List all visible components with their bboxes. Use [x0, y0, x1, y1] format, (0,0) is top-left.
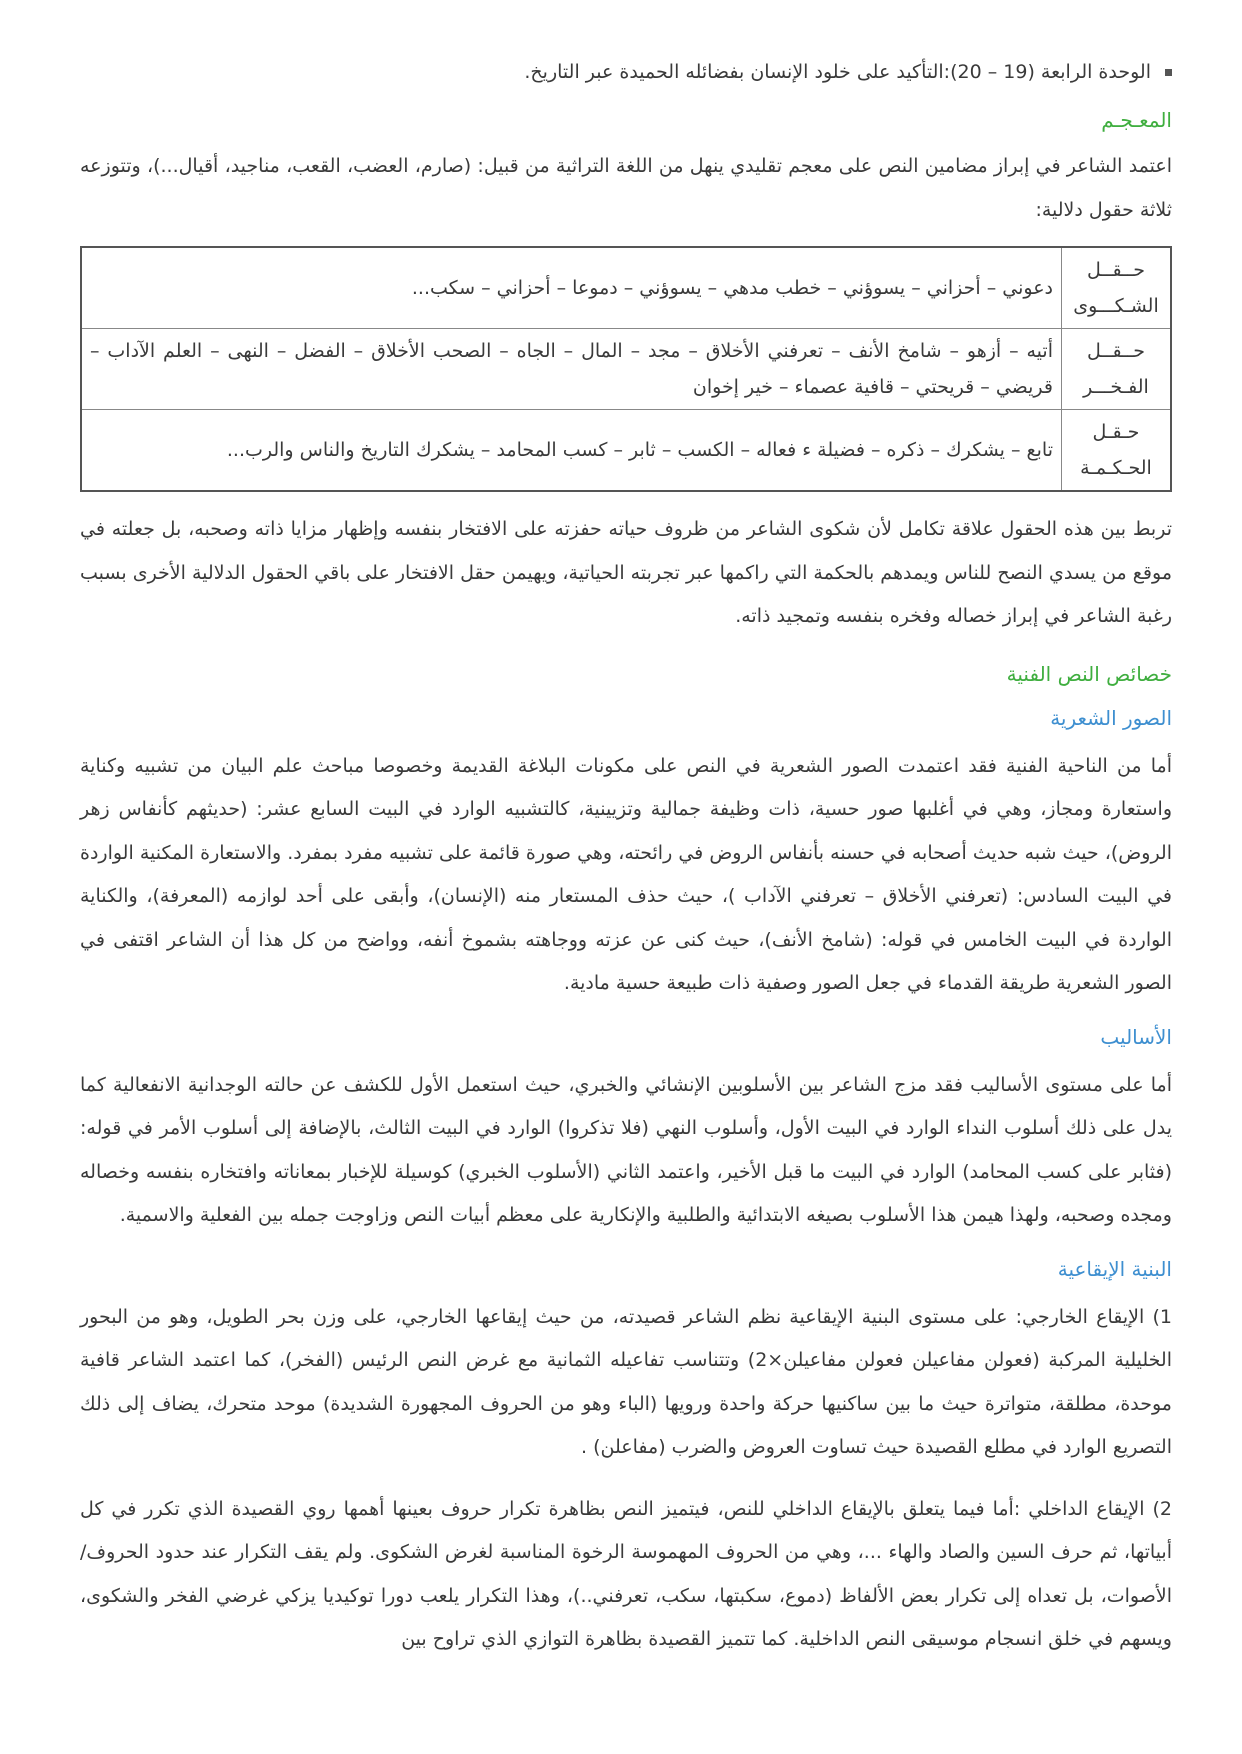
field-content: أتيه – أزهو – شامخ الأنف – تعرفني الأخلاق – مجد – المال – الجاه – الصحب الأخلاق – الفضل – النهى – العلم الآداب – قريضي – قريحتي – قافية عصماء – خير إخوان: [81, 329, 1062, 410]
lexicon-heading: المعـجـم: [1101, 108, 1172, 132]
unit-bullet: [80, 55, 1172, 89]
lexicon-intro: اعتمد الشاعر في إبراز مضامين النص على معجم تقليدي ينهل من اللغة التراثية من قبيل: (صارم، العضب، القعب، مناجيد، أقيال...)، وتتوزعه ثلاثة حقول دلالية:: [80, 155, 1172, 221]
unit-text: الوحدة الرابعة (19 – 20):التأكيد على خلود الإنسان بفضائله الحميدة عبر التاريخ.: [524, 61, 1151, 83]
table-row: [81, 410, 1171, 492]
content-column: [80, 55, 1172, 1662]
field-label: حــقــل الشـكـــوى: [1062, 247, 1172, 329]
fields-relation-paragraph: تربط بين هذه الحقول علاقة تكامل لأن شكوى الشاعر من ظروف حياته حفزته على الافتخار بنفسه وإظهار مزايا ذاته وصحبه، بل جعلته في موقع من يسدي النصح للناس ويمدهم بالحكمة التي راكمها عبر تجربته الحياتية، ويهيمن حقل الافتخار على باقي الحقول الدلالية الأخرى بسبب رغبة الشاعر في إبراز خصاله وفخره بنفسه وتمجيد ذاته.: [80, 518, 1172, 627]
external-rhythm-paragraph: 1) الإيقاع الخارجي: على مستوى البنية الإيقاعية نظم الشاعر قصيدته، من حيث إيقاعها الخارجي، على وزن بحر الطويل، وهو من البحور الخليلية المركبة (فعولن مفاعيلن فعولن مفاعيلن×2) وتتناسب تفاعيله الثمانية مع غرض النص الرئيس (الفخر)، كما اعتمد الشاعر قافية موحدة، مطلقة، متواترة حيث ما بين ساكنيها حركة واحدة ورويها (الباء وهو من الحروف المجهورة الشديدة) موحد متحرك، يضاف إلى ذلك التصريع الوارد في مطلع القصيدة حيث تساوت العروض والضرب (مفاعلن) .: [80, 1305, 1172, 1458]
field-content: تابع – يشكرك – ذكره – فضيلة ء فعاله – الكسب – ثابر – كسب المحامد – يشكرك التاريخ والناس والرب...: [81, 410, 1062, 492]
images-paragraph: أما من الناحية الفنية فقد اعتمدت الصور الشعرية في النص على مكونات البلاغة القديمة وخصوصا مباحث علم البيان من تشبيه وكناية واستعارة ومجاز، وهي في أغلبها صور حسية، ذات وظيفة جمالية وتزيينية، كالتشبيه الوارد في البيت السابع عشر: (حديثهم كأنفاس زهر الروض)، حيث شبه حديث أصحابه في حسنه بأنفاس الروض في رائحته، وهي صورة قائمة على تشبيه مفرد بمفرد. والاستعارة المكنية الواردة في البيت السادس: (تعرفني الأخلاق – تعرفني الآداب )، حيث حذف المستعار منه (الإنسان)، وأبقى على أحد لوازمه (المعرفة)، والكناية الواردة في البيت الخامس في قوله: (شامخ الأنف)، حيث كنى عن عزته ووجاهته بشموخ أنفه، وواضح من كل هذا أن الشاعر اقتفى في الصور الشعرية طريقة القدماء في جعل الصور وصفية ذات طبيعة حسية مادية.: [80, 754, 1172, 994]
styles-heading: الأساليب: [1100, 1024, 1172, 1049]
field-label: حـقـل الحـكـمـة: [1062, 410, 1172, 492]
internal-rhythm-paragraph: 2) الإيقاع الداخلي :أما فيما يتعلق بالإيقاع الداخلي للنص، فيتميز النص بظاهرة تكرار حروف بعينها أهمها روي القصيدة الذي تكرر في كل أبياتها، ثم حرف السين والصاد والهاء ...، وهي من الحروف المهموسة الرخوة المناسبة لغرض الشكوى. ولم يقف التكرار عند حدود الحروف/الأصوات، بل تعداه إلى تكرار بعض الألفاظ (دموع، سكبتها، سكب، تعرفني..)، وهذا التكرار يلعب دورا توكيديا يزكي غرضي الفخر والشكوى، ويسهم في خلق انسجام موسيقى النص الداخلية. كما تتميز القصيدة بظاهرة التوازي الذي تراوح بين: [80, 1497, 1172, 1650]
square-bullet-icon: [1165, 69, 1172, 76]
semantic-fields-table: [80, 246, 1172, 492]
field-content: دعوني – أحزاني – يسوؤني – خطب مدهي – يسوؤني – دموعا – أحزاني – سكب...: [81, 247, 1062, 329]
table-row: [81, 247, 1171, 329]
features-heading: خصائص النص الفنية: [1006, 661, 1172, 686]
styles-paragraph: أما على مستوى الأساليب فقد مزج الشاعر بين الأسلوبين الإنشائي والخبري، حيث استعمل الأول للكشف عن حالته الوجدانية الانفعالية كما يدل على ذلك أسلوب النداء الوارد في البيت الأول، وأسلوب النهي (فلا تذكروا) الوارد في البيت الثالث، بالإضافة إلى أسلوب الأمر في قوله:(فثابر على كسب المحامد) الوارد في البيت ما قبل الأخير، واعتمد الثاني (الأسلوب الخبري) كوسيلة للإخبار بمعاناته وافتخاره بنفسه وخصاله ومجده وصحبه، ولهذا هيمن هذا الأسلوب بصيغه الابتدائية والطلبية والإنكارية على معظم أبيات النص وزاوجت جمله بين الفعلية والاسمية.: [80, 1073, 1172, 1226]
rhythm-heading: البنية الإيقاعية: [1057, 1256, 1172, 1281]
images-heading: الصور الشعرية: [1050, 705, 1172, 730]
table-row: [81, 329, 1171, 410]
field-label: حــقــل الفـخـــر: [1062, 329, 1172, 410]
